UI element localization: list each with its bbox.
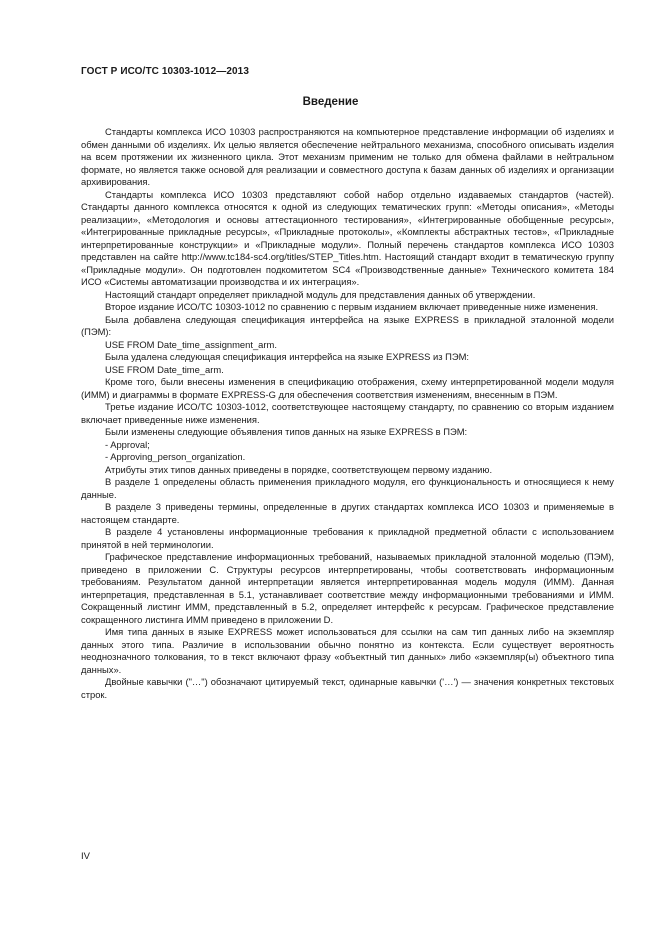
paragraph: Имя типа данных в языке EXPRESS может использоваться для ссылки на сам тип данных либо на экземпляр данных этого типа. Различие в использовании обычно понятно из контекста. Если существует вероятность неоднозначного толкования, то в текст включают фразу «объектный тип данных» либо «экземпляр(ы) объектного типа данных». (81, 626, 614, 675)
paragraph: Третье издание ИСО/ТС 10303-1012, соответствующее настоящему стандарту, по сравнению со вторым изданием включает приведенные ниже изменения. (81, 401, 614, 425)
paragraph: Атрибуты этих типов данных приведены в порядке, соответствующем первому изданию. (105, 463, 493, 475)
paragraph: Кроме того, были внесены изменения в спецификацию отображения, схему интерпретированной модели модуля (ИММ) и диаграммы в формате EXPRESS-G для обеспечения соответствия изменениям, внесенным в ПЭМ. (81, 376, 614, 400)
paragraph: USE FROM Date_time_arm. (105, 363, 224, 375)
paragraph: В разделе 3 приведены термины, определенные в других стандартах комплекса ИСО 10303 и применяемые в настоящем стандарте. (81, 501, 614, 525)
paragraph: Второе издание ИСО/ТС 10303-1012 по сравнению с первым изданием включает приведенные ниже изменения. (105, 301, 599, 312)
paragraph: Настоящий стандарт определяет прикладной модуль для представления данных об утверждении. (105, 288, 536, 300)
introduction-body (81, 126, 614, 701)
list-item: - Approving_person_organization. (105, 451, 246, 462)
paragraph: Была удалена следующая спецификация интерфейса на языке EXPRESS из ПЭМ: (105, 351, 469, 362)
paragraph: USE FROM Date_time_assignment_arm. (105, 338, 277, 350)
paragraph: Графическое представление информационных требований, называемых прикладной эталонной моделью (ПЭМ), приведено в приложении С. Структуры ресурсов интерпретированы, чтобы соответствовать информационным требованиям. Результатом данной интерпретации является интерпретированная модель модуля (ИММ). Данная интерпретация, представленная в 5.1, устанавливает соответствие между информационными требованиями и ИММ. Сокращенный листинг ИММ, представленный в 5.2, определяет интерфейс к ресурсам. Графическое представление сокращенного листинга ИММ приведено в приложении D. (81, 551, 614, 625)
paragraph: Стандарты комплекса ИСО 10303 распространяются на компьютерное представление информации об изделиях и обмен данными об изделиях. Их целью является обеспечение нейтрального механизма, способного описывать изделия на всем протяжении их жизненного цикла. Этот механизм применим не только для обмена файлами в нейтральном формате, но является также основой для реализации и совместного доступа к базам данных об изделиях и организации архивирования. (81, 126, 614, 187)
paragraph: Двойные кавычки ("…") обозначают цитируемый текст, одинарные кавычки ('…') — значения конкретных текстовых строк. (81, 676, 614, 700)
list-item: - Approval; (105, 438, 150, 450)
section-title: Введение (302, 96, 359, 108)
paragraph: В разделе 4 установлены информационные требования к прикладной предметной области с использованием принятой в ней терминологии. (81, 526, 614, 550)
paragraph: Стандарты комплекса ИСО 10303 представляют собой набор отдельно издаваемых стандартов (частей). Стандарты данного комплекса относятся к одной из следующих тематических групп: «Методы описания», «Методы реализации», «Методология и основы аттестационного тестирования», «Интегрированные обобщенные ресурсы», «Интегрированные прикладные ресурсы», «Прикладные протоколы», «Комплекты абстрактных тестов», «Прикладные интерпретированные конструкции» и «Прикладные модули». Полный перечень стандартов комплекса ИСО 10303 представлен на сайте http://www.tc184-sc4.org/titles/STEP_Titles.htm. Настоящий стандарт входит в тематическую группу «Прикладные модули». Он подготовлен подкомитетом SC4 «Производственные данные» Технического комитета 184 ИСО «Системы автоматизации производства и их интеграция». (81, 188, 614, 287)
paragraph: В разделе 1 определены область применения прикладного модуля, его функциональность и относящиеся к нему данные. (81, 476, 614, 500)
page-number: IV (81, 851, 90, 862)
paragraph: Была добавлена следующая спецификация интерфейса на языке EXPRESS в прикладной эталонной модели (ПЭМ): (81, 313, 614, 337)
document-code-header: ГОСТ Р ИСО/ТС 10303-1012—2013 (81, 66, 249, 77)
paragraph: Были изменены следующие объявления типов данных на языке EXPRESS в ПЭМ: (105, 426, 468, 437)
